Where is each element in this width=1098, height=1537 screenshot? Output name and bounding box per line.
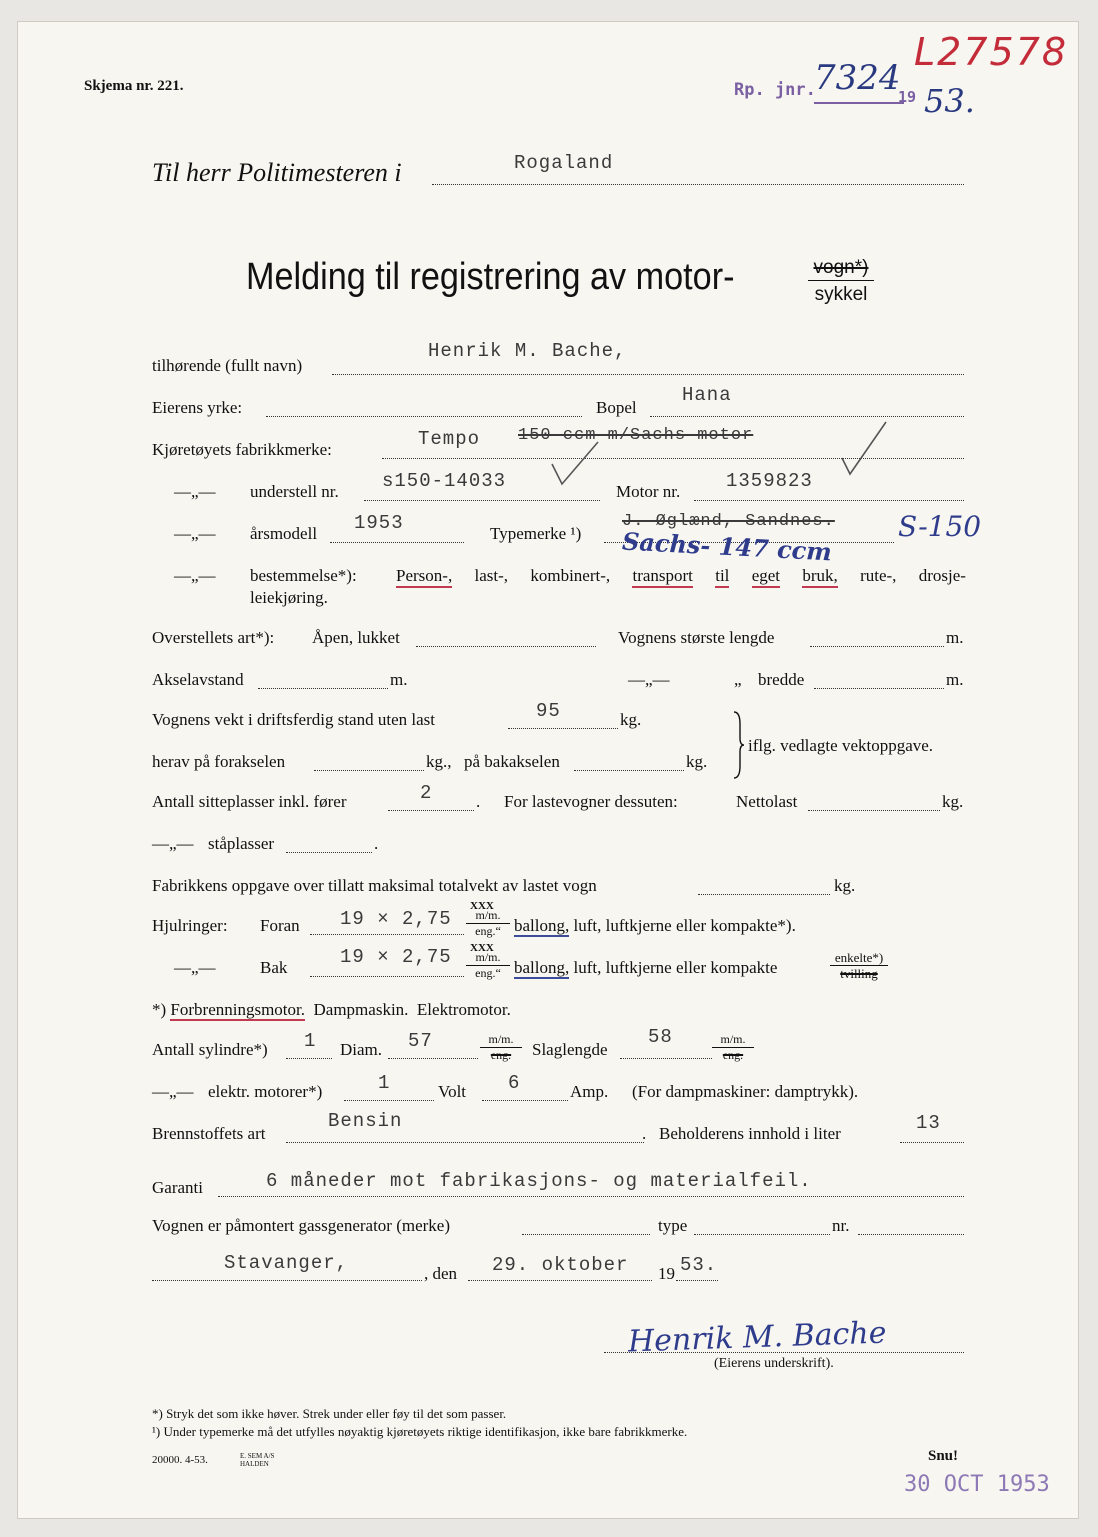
fuel-line — [286, 1142, 644, 1143]
axle-label: Akselavstand — [152, 670, 244, 689]
electric-label: elektr. motorer*) — [208, 1082, 323, 1101]
diameter-label: Diam. — [340, 1040, 383, 1059]
chassis-line — [364, 500, 600, 501]
den-label: , den — [424, 1264, 458, 1283]
seats-value: 2 — [420, 782, 433, 804]
volt-value: 6 — [508, 1072, 521, 1094]
purpose-label: bestemmelse*): — [250, 566, 357, 585]
date-year-line — [676, 1280, 718, 1281]
seats-label: Antall sitteplasser inkl. fører — [152, 792, 347, 811]
date-year-value: 53. — [680, 1254, 718, 1276]
diameter-unit-bottom: eng. — [490, 1048, 512, 1062]
addressee-value: Rogaland — [514, 152, 614, 174]
max-weight-unit: kg. — [834, 876, 856, 895]
length-line — [810, 646, 944, 647]
year-line — [330, 542, 464, 543]
gas-type-label: type — [658, 1216, 688, 1235]
engine-steam: Dampmaskin. — [313, 1000, 409, 1019]
wheels-rear-xxx: XXX — [470, 942, 494, 954]
chassis-prefix: —„— — [174, 482, 216, 501]
chassis-number: s150-14033 — [382, 470, 507, 492]
purpose-kombinert: kombinert-, — [530, 566, 611, 585]
standing-dot: . — [374, 834, 379, 853]
wheels-twin: tvilling — [840, 966, 878, 981]
weight-value: 95 — [536, 700, 561, 722]
stroke-line — [620, 1058, 712, 1059]
date-line — [468, 1280, 652, 1281]
rear-axle-unit: kg. — [686, 752, 708, 771]
volt-line — [482, 1100, 568, 1101]
axle-unit: m. — [390, 670, 408, 689]
wheels-rear-prefix: —„— — [174, 958, 216, 977]
body-label: Overstellets art*): — [152, 628, 275, 647]
stroke-label: Slaglengde — [532, 1040, 608, 1059]
wheels-single: enkelte*) — [830, 950, 888, 966]
purpose-transport: transport — [632, 566, 692, 588]
residence-value: Hana — [682, 384, 732, 406]
diameter-unit-top: m/m. — [480, 1032, 522, 1048]
journal-prefix: Rp. jnr. — [734, 80, 816, 100]
wheels-front-unit-top: m/m. — [466, 908, 510, 924]
purpose-prefix: —„— — [174, 566, 216, 585]
addressee-line — [432, 184, 964, 185]
title-vogn: vogn*) — [813, 257, 869, 278]
engine-type-line — [152, 1000, 511, 1020]
warranty-label: Garanti — [152, 1178, 203, 1197]
width-quote: „ — [734, 670, 742, 689]
journal-underline — [814, 102, 904, 104]
max-weight-line — [698, 894, 830, 895]
footnote-1: *) Stryk det som ikke høver. Strek under eller føy til det som passer. — [152, 1406, 507, 1421]
wheels-rear-line — [310, 976, 464, 977]
form-number: Skjema nr. 221. — [84, 78, 184, 94]
title-fraction-top — [808, 256, 874, 281]
journal-year-prefix: 19 — [898, 88, 917, 106]
place-line — [152, 1280, 422, 1281]
seats-dot: . — [476, 792, 481, 811]
make-struck-value: 150 ccm m/Sachs motor — [518, 426, 754, 445]
wheels-rear-types-rest: luft, luftkjerne eller kompakte — [573, 958, 778, 977]
gas-type-line — [694, 1234, 830, 1235]
print-info: 20000. 4-53. — [152, 1454, 208, 1466]
residence-label: Bopel — [596, 398, 637, 417]
stroke-unit-bottom: eng. — [722, 1048, 744, 1062]
max-weight-label: Fabrikkens oppgave over tillatt maksimal totalvekt av lastet vogn — [152, 876, 597, 895]
purpose-drosje: drosje- — [918, 566, 966, 585]
printer: E. SEM A/S HALDEN — [240, 1452, 275, 1468]
signature-line — [604, 1352, 964, 1353]
fuel-value: Bensin — [328, 1110, 403, 1132]
fuel-label: Brennstoffets art — [152, 1124, 266, 1143]
check-mark-2 — [836, 418, 896, 478]
purpose-bruk: bruk, — [802, 566, 837, 588]
turn-over: Snu! — [928, 1448, 959, 1464]
warranty-line — [218, 1196, 964, 1197]
wheels-front-unit-bottom: eng.“ — [475, 924, 501, 938]
cylinders-line — [286, 1058, 332, 1059]
rear-axle-line — [574, 770, 684, 771]
wheels-rear-types — [514, 958, 777, 978]
cylinders-label: Antall sylindre*) — [152, 1040, 268, 1059]
purpose-options — [396, 566, 966, 588]
width-unit: m. — [946, 670, 964, 689]
model-year: 1953 — [354, 512, 404, 534]
tank-line — [900, 1142, 964, 1143]
wheels-front-types — [514, 916, 796, 936]
purpose-eget: eget — [752, 566, 780, 588]
owner-line — [332, 374, 964, 375]
wheels-rear-unit-top: m/m. — [466, 950, 510, 966]
body-line — [416, 646, 596, 647]
type-label: Typemerke ¹) — [490, 524, 582, 543]
front-axle-unit: kg., — [426, 752, 452, 771]
tank-label: . Beholderens innhold i liter — [642, 1124, 841, 1143]
gas-line — [522, 1234, 650, 1235]
year-label: årsmodell — [250, 524, 318, 543]
wheels-front-line — [310, 934, 464, 935]
wheels-label: Hjulringer: — [152, 916, 228, 935]
form-title: Melding til registrering av motor- — [246, 256, 735, 298]
journal-year: 53. — [924, 82, 975, 120]
volt-label: Volt — [438, 1082, 467, 1101]
wheels-front-value: 19 × 2,75 — [340, 908, 452, 930]
wheels-rear-unit-bottom: eng.“ — [475, 966, 501, 980]
received-stamp: 30 OCT 1953 — [904, 1472, 1050, 1497]
weight-brace — [730, 710, 746, 780]
seats-line — [388, 810, 474, 811]
electric-prefix: —„— — [152, 1082, 194, 1101]
weight-unit: kg. — [620, 710, 642, 729]
tank-value: 13 — [916, 1112, 941, 1134]
net-load-unit: kg. — [942, 792, 964, 811]
width-prefix: —„— — [628, 670, 670, 689]
diameter-unit — [480, 1032, 522, 1063]
engine-combustion: Forbrenningsmotor. — [170, 1000, 306, 1019]
warranty-value: 6 måneder mot fabrikasjons- og materialfeil. — [266, 1170, 812, 1192]
width-line — [814, 688, 944, 689]
length-label: Vognens største lengde — [618, 628, 775, 647]
purpose-rute: rute-, — [860, 566, 897, 585]
title-fraction-bottom: sykkel — [814, 284, 868, 305]
addressee-label: Til herr Politimesteren i — [152, 158, 402, 187]
place-value: Stavanger, — [224, 1252, 349, 1274]
net-load-label: Nettolast — [736, 792, 798, 811]
make-label: Kjøretøyets fabrikkmerke: — [152, 440, 332, 459]
wheels-front-label: Foran — [260, 916, 300, 935]
diameter-line — [388, 1058, 478, 1059]
year-prefix: —„— — [174, 524, 216, 543]
residence-line — [650, 416, 964, 417]
wheels-front-xxx: XXX — [470, 900, 494, 912]
stroke-value: 58 — [648, 1026, 673, 1048]
owner-label: tilhørende (fullt navn) — [152, 356, 303, 375]
journal-number: 7324 — [814, 58, 901, 98]
form-page — [18, 22, 1078, 1518]
type-handwritten: Sachs- 147 ccm — [621, 526, 833, 567]
stroke-unit — [712, 1032, 754, 1063]
net-load-line — [808, 810, 940, 811]
standing-label: ståplasser — [208, 834, 275, 853]
archive-reference: L27578 — [914, 30, 1069, 74]
electric-line — [344, 1100, 434, 1101]
wheels-front-types-rest: luft, luftkjerne eller kompakte*). — [573, 916, 796, 935]
wheels-rear-unit — [466, 950, 510, 981]
width-label: bredde — [758, 670, 805, 689]
front-axle-label: herav på forakselen — [152, 752, 286, 771]
cylinders-value: 1 — [304, 1030, 317, 1052]
weight-line — [508, 728, 618, 729]
signature-label: (Eierens underskrift). — [714, 1356, 834, 1371]
chassis-label: understell nr. — [250, 482, 339, 501]
gas-nr-label: nr. — [832, 1216, 850, 1235]
motor-label: Motor nr. — [616, 482, 681, 501]
purpose-person: Person-, — [396, 566, 452, 588]
purpose-continuation: leiekjøring. — [250, 588, 328, 607]
weight-label: Vognens vekt i driftsferdig stand uten last — [152, 710, 435, 729]
steam-pressure-label: (For dampmaskiner: damptrykk). — [632, 1082, 859, 1101]
footnote-2: ¹) Under typemerke må det utfylles nøyaktig kjøretøyets riktige identifikasjon, ikke bare fabrikkmerke. — [152, 1424, 688, 1439]
body-value: Åpen, lukket — [312, 628, 400, 647]
diameter-value: 57 — [408, 1030, 433, 1052]
stroke-unit-top: m/m. — [712, 1032, 754, 1048]
purpose-til: til — [715, 566, 729, 588]
type-struck: J. Øglænd, Sandnes. — [622, 512, 835, 531]
wheels-rear-ballong: ballong, — [514, 958, 570, 977]
owner-name: Henrik M. Bache, — [428, 340, 627, 362]
wheels-front-ballong: ballong, — [514, 916, 570, 935]
weight-note: iflg. vedlagte vektoppgave. — [748, 736, 934, 755]
purpose-last: last-, — [474, 566, 509, 585]
gas-nr-line — [858, 1234, 964, 1235]
electric-value: 1 — [378, 1072, 391, 1094]
occupation-line — [266, 416, 582, 417]
standing-line — [286, 852, 372, 853]
length-unit: m. — [946, 628, 964, 647]
tank-label-text: Beholderens innhold i liter — [659, 1124, 841, 1143]
occupation-label: Eierens yrke: — [152, 398, 243, 417]
standing-prefix: —„— — [152, 834, 194, 853]
wheels-rear-label: Bak — [260, 958, 288, 977]
date-year-prefix: 19 — [658, 1264, 675, 1283]
type-code: S-150 — [898, 510, 982, 543]
make-value: Tempo — [418, 428, 481, 450]
axle-line — [258, 688, 388, 689]
amp-label: Amp. — [570, 1082, 609, 1101]
wheels-rear-value: 19 × 2,75 — [340, 946, 452, 968]
wheels-rear-mounting — [830, 950, 888, 981]
engine-electric: Elektromotor. — [416, 1000, 511, 1019]
check-mark-1 — [546, 436, 606, 496]
gas-label: Vognen er påmontert gassgenerator (merke) — [152, 1216, 451, 1235]
wheels-front-unit — [466, 908, 510, 939]
date-value: 29. oktober — [492, 1254, 629, 1276]
motor-number: 1359823 — [726, 470, 813, 492]
engine-type-note: *) — [152, 1000, 167, 1019]
front-axle-line — [314, 770, 424, 771]
rear-axle-label: på bakakselen — [464, 752, 560, 771]
motor-line — [694, 500, 964, 501]
cargo-label: For lastevogner dessuten: — [504, 792, 678, 811]
owner-signature: Henrik M. Bache — [627, 1315, 888, 1360]
